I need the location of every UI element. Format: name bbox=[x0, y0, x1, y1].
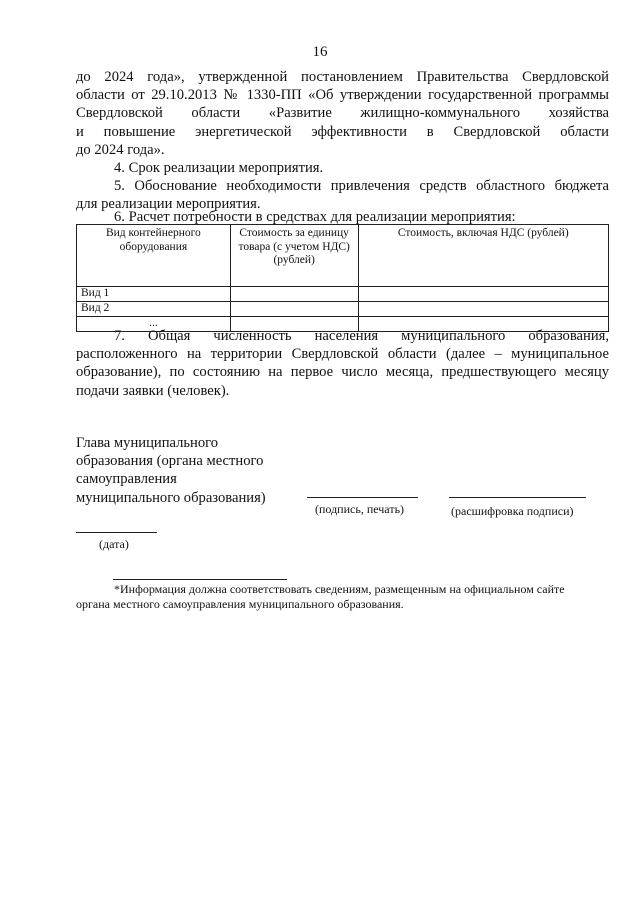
signature-caption: (подпись, печать) bbox=[315, 502, 405, 516]
table-cell bbox=[358, 302, 608, 317]
page-number: 16 bbox=[312, 44, 328, 60]
table-row bbox=[77, 302, 609, 317]
text-line: 4. Срок реализации мероприятия. bbox=[114, 160, 324, 176]
table-cell bbox=[230, 287, 358, 302]
text-line: муниципального образования) bbox=[76, 489, 266, 506]
text-line: до 2024 года», утвержденной постановлением Правительства Свердловской bbox=[76, 69, 609, 85]
text-line: Глава муниципального bbox=[76, 435, 219, 451]
table-row bbox=[77, 287, 609, 302]
signature-line bbox=[307, 497, 418, 498]
text-line: образование), по состоянию на первое число месяца, предшествующего месяцу bbox=[76, 364, 609, 381]
table-cell: Вид 2 bbox=[77, 302, 231, 317]
item-7 bbox=[76, 327, 609, 400]
table-cell: Вид 1 bbox=[77, 287, 231, 302]
item-4 bbox=[76, 159, 609, 177]
decoding-line bbox=[449, 497, 586, 498]
text-line: образования (органа местного bbox=[76, 453, 264, 470]
date-caption: (дата) bbox=[99, 537, 129, 551]
table-cell bbox=[230, 302, 358, 317]
date-line bbox=[76, 532, 157, 533]
footnote bbox=[76, 582, 609, 611]
text-line: для реализации мероприятия. bbox=[76, 196, 261, 213]
intro-paragraph bbox=[76, 68, 609, 159]
text-line: до 2024 года». bbox=[76, 141, 165, 158]
decoding-caption: (расшифровка подписи) bbox=[451, 504, 574, 518]
text-line: Свердловской области «Развитие жилищно-коммунального хозяйства bbox=[76, 105, 609, 122]
text-line: органа местного самоуправления муниципального образования. bbox=[76, 596, 404, 611]
text-line: 7. Общая численность населения муниципального образования, bbox=[114, 328, 609, 344]
table-cell bbox=[358, 287, 608, 302]
table-cell: ... bbox=[77, 317, 231, 332]
text-line: подачи заявки (человек). bbox=[76, 382, 230, 399]
footnote-divider bbox=[113, 579, 287, 580]
text-line: и повышение энергетической эффективности в Свердловской области bbox=[76, 123, 609, 140]
signer-title bbox=[76, 434, 266, 507]
text-line: 6. Расчет потребности в средствах для реализации мероприятия: bbox=[114, 209, 516, 225]
text-line: расположенного на территории Свердловской области (далее – муниципальное bbox=[76, 346, 609, 363]
text-line: самоуправления bbox=[76, 471, 177, 488]
column-header-total-cost: Стоимость, включая НДС (рублей) bbox=[358, 225, 608, 287]
text-line: 5. Обоснование необходимости привлечения средств областного бюджета bbox=[114, 178, 609, 194]
text-line: области от 29.10.2013 № 1330-ПП «Об утверждении государственной программы bbox=[76, 87, 609, 104]
column-header-equipment: Вид контейнерного оборудования bbox=[77, 225, 231, 287]
table-header-row bbox=[77, 225, 609, 287]
text-line: *Информация должна соответствовать сведениям, размещенным на официальном сайте bbox=[114, 582, 565, 596]
cost-table bbox=[76, 224, 609, 332]
column-header-unit-cost: Стоимость за единицу товара (с учетом НДС) (рублей) bbox=[230, 225, 358, 287]
